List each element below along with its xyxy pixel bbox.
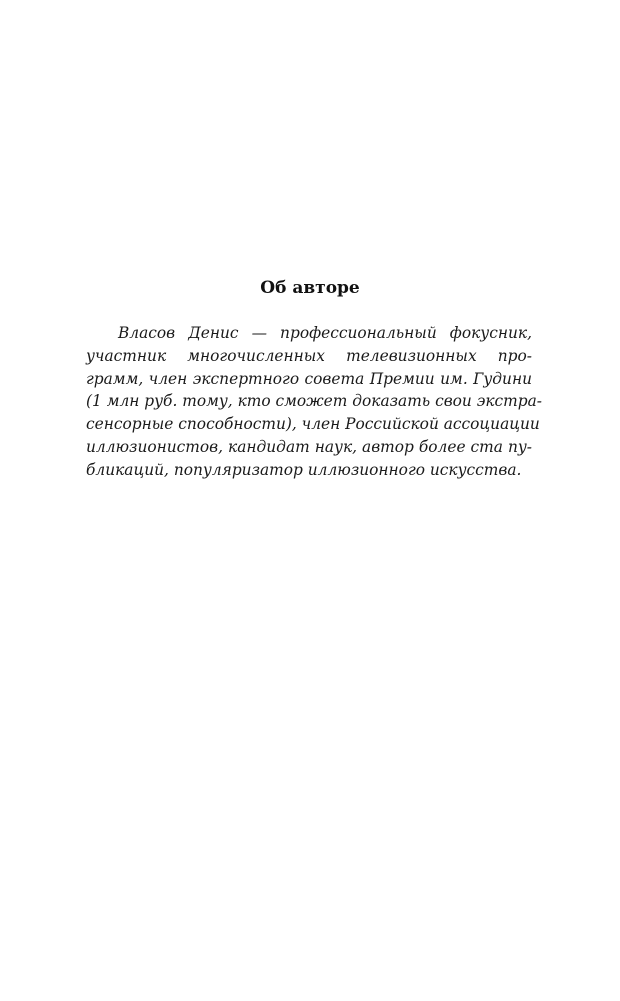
bio-line: иллюзионистов, кандидат наук, автор более ста пу-: [86, 437, 532, 456]
author-bio-paragraph: [86, 322, 542, 482]
section-heading: Об авторе: [260, 278, 360, 298]
bio-line: бликаций, популяризатор иллюзионного искусства.: [86, 460, 522, 479]
bio-line: участник многочисленных телевизионных про-: [86, 346, 532, 365]
bio-line: сенсорные способности), член Российской ассоциации: [86, 415, 540, 434]
bio-line: Власов Денис — профессиональный фокусник,: [118, 324, 532, 342]
bio-line: грамм, член экспертного совета Премии им. Гудини: [86, 369, 532, 388]
bio-line: (1 млн руб. тому, кто сможет доказать свои экстра-: [86, 392, 542, 411]
